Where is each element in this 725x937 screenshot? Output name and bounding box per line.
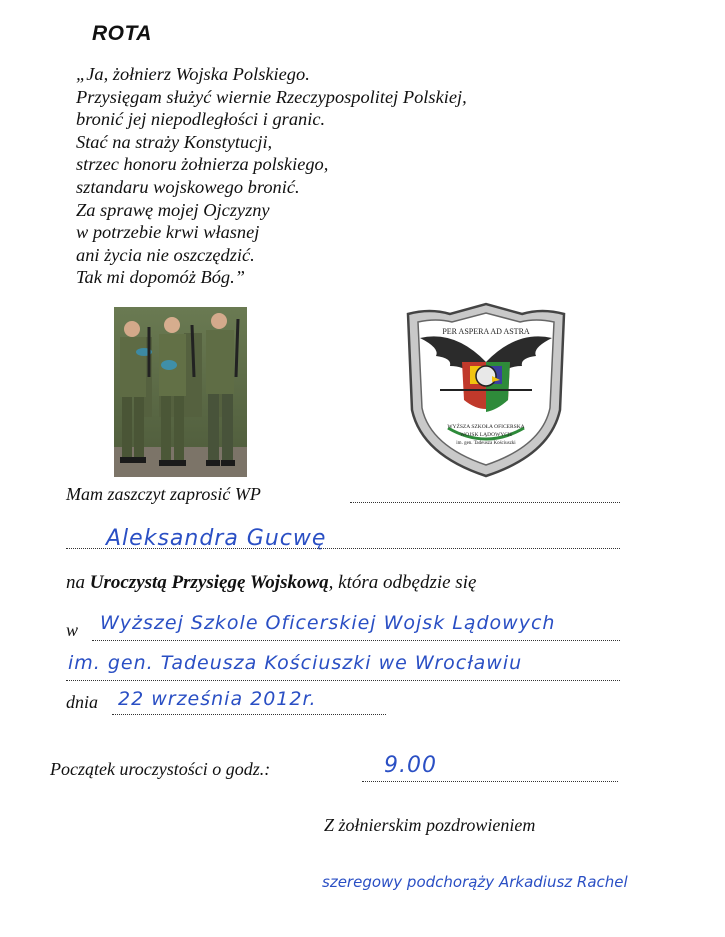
ceremony-name: Uroczystą Przysięgę Wojskową	[89, 572, 329, 593]
soldiers-photo	[114, 307, 247, 477]
oath-line: Tak mi dopomóż Bóg.”	[76, 267, 245, 288]
time-dotted-line	[362, 767, 618, 782]
oath-line: Stać na straży Konstytucji,	[76, 131, 273, 152]
date-label: dnia	[66, 692, 99, 712]
emblem-line-1: WYŻSZA SZKOŁA OFICERSKA	[447, 424, 525, 430]
place-dotted-line-2	[66, 666, 620, 681]
ceremony-prefix: na	[66, 572, 85, 593]
invite-label: Mam zaszczyt zaprosić WP	[66, 484, 261, 504]
oath-line: Przysięgam służyć wiernie Rzeczypospolitej Polskiej,	[76, 86, 467, 107]
emblem-line-2: WOJSK LĄDOWYCH	[460, 432, 512, 438]
guest-name: Aleksandra Gucwę	[106, 526, 327, 551]
oath-line: ani życia nie oszczędzić.	[76, 244, 255, 265]
place-line-1: Wyższej Szkole Oficerskiej Wojsk Lądowych	[100, 612, 556, 634]
oath-line: strzec honoru żołnierza polskiego,	[76, 154, 329, 175]
time-label: Początek uroczystości o godz.:	[50, 759, 271, 779]
time-value: 9.00	[384, 753, 437, 778]
oath-line: Za sprawę mojej Ojczyzny	[76, 199, 270, 220]
page-title: ROTA	[92, 22, 152, 45]
date-value: 22 września 2012r.	[118, 688, 317, 710]
oath-line: bronić jej niepodległości i granic.	[76, 109, 326, 130]
oath-line: sztandaru wojskowego bronić.	[76, 176, 300, 197]
place-dotted-line-1	[92, 626, 620, 641]
emblem-motto: PER ASPERA AD ASTRA	[442, 327, 530, 336]
oath-text	[76, 63, 467, 289]
place-prefix: w	[66, 620, 79, 640]
ceremony-suffix: , która odbędzie się	[328, 572, 477, 593]
closing-text: Z żołnierskim pozdrowieniem	[324, 815, 536, 835]
academy-emblem	[400, 300, 572, 480]
oath-line: „Ja, żołnierz Wojska Polskiego.	[76, 64, 310, 84]
place-line-2: im. gen. Tadeusza Kościuszki we Wrocławiu	[68, 652, 523, 674]
ceremony-line	[66, 572, 476, 594]
guest-dotted-line	[66, 534, 620, 549]
oath-line: w potrzebie krwi własnej	[76, 222, 260, 243]
date-dotted-line	[112, 700, 386, 715]
invite-dotted-line	[350, 488, 620, 503]
signature: szeregowy podchorąży Arkadiusz Rachel	[322, 873, 628, 891]
emblem-line-3: im. gen. Tadeusza Kościuszki	[456, 441, 516, 446]
